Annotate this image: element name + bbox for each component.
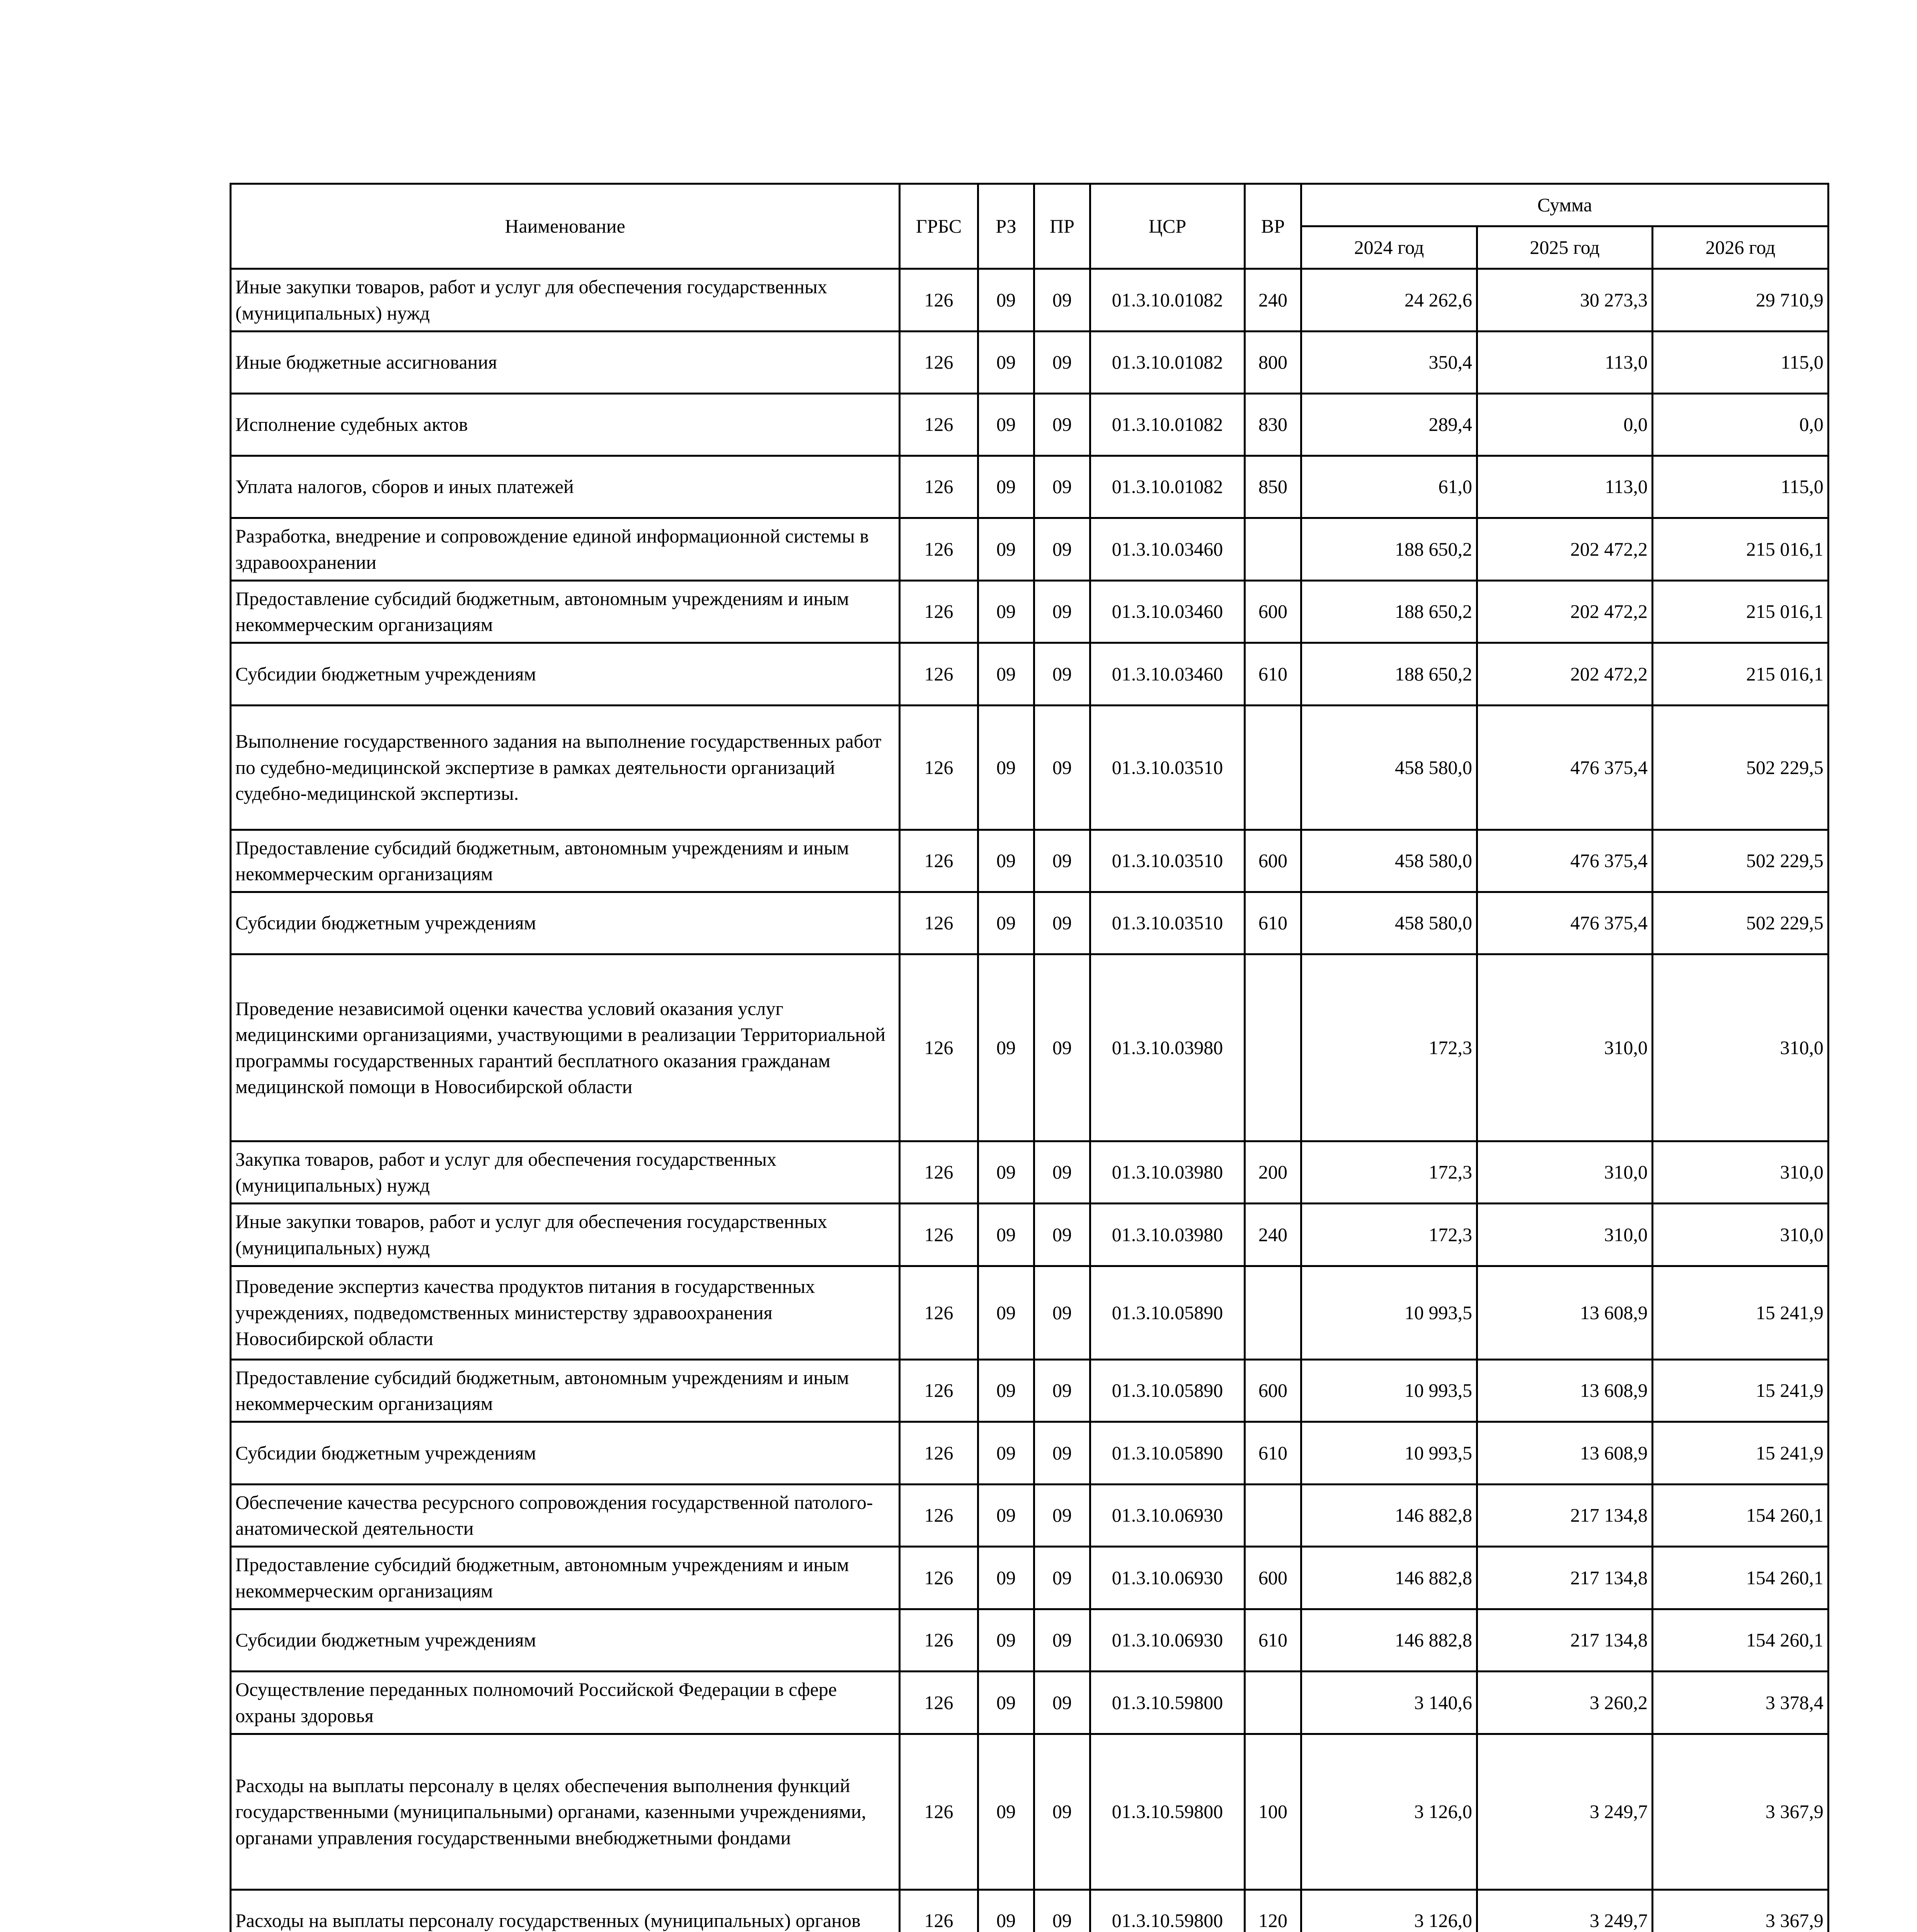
table-row: [231, 892, 1828, 954]
table-row: [231, 1422, 1828, 1485]
cell-vr: 600: [1245, 830, 1301, 892]
header-2026: 2026 год: [1653, 226, 1828, 269]
cell-y2024: 3 140,6: [1301, 1672, 1477, 1734]
cell-pr: 09: [1034, 1672, 1090, 1734]
cell-csr: 01.3.10.01082: [1090, 269, 1245, 332]
cell-y2026: 502 229,5: [1653, 830, 1828, 892]
cell-vr: 610: [1245, 892, 1301, 954]
cell-csr: 01.3.10.59800: [1090, 1734, 1245, 1890]
cell-rz: 09: [978, 954, 1034, 1141]
cell-grbs: 126: [900, 581, 978, 643]
cell-name: Субсидии бюджетным учреждениям: [231, 1422, 900, 1485]
cell-y2026: 502 229,5: [1653, 706, 1828, 830]
cell-grbs: 126: [900, 1360, 978, 1422]
cell-y2026: 115,0: [1653, 456, 1828, 518]
cell-grbs: 126: [900, 706, 978, 830]
cell-csr: 01.3.10.03980: [1090, 1141, 1245, 1204]
cell-rz: 09: [978, 706, 1034, 830]
cell-name: Исполнение судебных актов: [231, 394, 900, 456]
table-row: [231, 1141, 1828, 1204]
cell-y2025: 217 134,8: [1477, 1547, 1653, 1609]
cell-pr: 09: [1034, 518, 1090, 581]
cell-pr: 09: [1034, 581, 1090, 643]
cell-vr: 120: [1245, 1890, 1301, 1932]
cell-pr: 09: [1034, 269, 1090, 332]
cell-rz: 09: [978, 1360, 1034, 1422]
cell-grbs: 126: [900, 1204, 978, 1266]
cell-csr: 01.3.10.01082: [1090, 456, 1245, 518]
cell-name: Субсидии бюджетным учреждениям: [231, 1609, 900, 1672]
cell-y2025: 310,0: [1477, 954, 1653, 1141]
cell-name: Выполнение государственного задания на выполнение государственных работ по судебно-медицинской экспертизе в рамках деятельности организаций судебно-медицинской экспертизы.: [231, 706, 900, 830]
cell-rz: 09: [978, 1609, 1034, 1672]
cell-csr: 01.3.10.06930: [1090, 1547, 1245, 1609]
cell-grbs: 126: [900, 643, 978, 706]
cell-grbs: 126: [900, 1141, 978, 1204]
cell-y2024: 3 126,0: [1301, 1890, 1477, 1932]
cell-vr: 100: [1245, 1734, 1301, 1890]
cell-pr: 09: [1034, 1734, 1090, 1890]
cell-name: Разработка, внедрение и сопровождение единой информационной системы в здравоохранении: [231, 518, 900, 581]
cell-y2025: 13 608,9: [1477, 1266, 1653, 1360]
cell-y2025: 310,0: [1477, 1204, 1653, 1266]
cell-y2024: 172,3: [1301, 1204, 1477, 1266]
cell-rz: 09: [978, 1266, 1034, 1360]
cell-name: Субсидии бюджетным учреждениям: [231, 892, 900, 954]
table-body: [231, 269, 1828, 1932]
cell-vr: 850: [1245, 456, 1301, 518]
cell-csr: 01.3.10.03460: [1090, 518, 1245, 581]
table-row: [231, 1360, 1828, 1422]
cell-vr: 600: [1245, 1547, 1301, 1609]
cell-y2024: 458 580,0: [1301, 706, 1477, 830]
cell-csr: 01.3.10.05890: [1090, 1266, 1245, 1360]
cell-y2026: 29 710,9: [1653, 269, 1828, 332]
cell-vr: [1245, 1672, 1301, 1734]
table-row: [231, 1890, 1828, 1932]
cell-y2026: 502 229,5: [1653, 892, 1828, 954]
cell-name: Расходы на выплаты персоналу в целях обеспечения выполнения функций государственными (муниципальными) органами, казенными учреждениями, органами управления государственными внебюджетными фондами: [231, 1734, 900, 1890]
cell-pr: 09: [1034, 1141, 1090, 1204]
cell-pr: 09: [1034, 1609, 1090, 1672]
cell-name: Закупка товаров, работ и услуг для обеспечения государственных (муниципальных) нужд: [231, 1141, 900, 1204]
cell-y2026: 154 260,1: [1653, 1547, 1828, 1609]
cell-name: Предоставление субсидий бюджетным, автономным учреждениям и иным некоммерческим организациям: [231, 1547, 900, 1609]
cell-y2025: 30 273,3: [1477, 269, 1653, 332]
cell-name: Иные бюджетные ассигнования: [231, 332, 900, 394]
cell-y2024: 188 650,2: [1301, 518, 1477, 581]
cell-pr: 09: [1034, 1422, 1090, 1485]
table-row: [231, 518, 1828, 581]
cell-vr: [1245, 518, 1301, 581]
cell-csr: 01.3.10.06930: [1090, 1485, 1245, 1547]
cell-csr: 01.3.10.03510: [1090, 706, 1245, 830]
cell-y2025: 310,0: [1477, 1141, 1653, 1204]
cell-pr: 09: [1034, 643, 1090, 706]
cell-grbs: 126: [900, 1672, 978, 1734]
table-row: [231, 1204, 1828, 1266]
cell-grbs: 126: [900, 1422, 978, 1485]
table-row: [231, 706, 1828, 830]
cell-csr: 01.3.10.59800: [1090, 1890, 1245, 1932]
cell-csr: 01.3.10.03460: [1090, 643, 1245, 706]
cell-name: Предоставление субсидий бюджетным, автономным учреждениям и иным некоммерческим организациям: [231, 830, 900, 892]
table-row: [231, 1485, 1828, 1547]
cell-rz: 09: [978, 1204, 1034, 1266]
cell-name: Предоставление субсидий бюджетным, автономным учреждениям и иным некоммерческим организациям: [231, 1360, 900, 1422]
cell-name: Предоставление субсидий бюджетным, автономным учреждениям и иным некоммерческим организациям: [231, 581, 900, 643]
cell-grbs: 126: [900, 394, 978, 456]
cell-y2025: 476 375,4: [1477, 892, 1653, 954]
cell-y2025: 13 608,9: [1477, 1422, 1653, 1485]
cell-grbs: 126: [900, 954, 978, 1141]
cell-csr: 01.3.10.06930: [1090, 1609, 1245, 1672]
cell-name: Расходы на выплаты персоналу государственных (муниципальных) органов: [231, 1890, 900, 1932]
cell-y2025: 217 134,8: [1477, 1485, 1653, 1547]
cell-rz: 09: [978, 1547, 1034, 1609]
cell-pr: 09: [1034, 954, 1090, 1141]
cell-y2026: 0,0: [1653, 394, 1828, 456]
header-grbs: ГРБС: [900, 184, 978, 269]
cell-y2024: 350,4: [1301, 332, 1477, 394]
cell-y2025: 202 472,2: [1477, 518, 1653, 581]
cell-grbs: 126: [900, 1890, 978, 1932]
cell-rz: 09: [978, 1890, 1034, 1932]
cell-grbs: 126: [900, 1609, 978, 1672]
cell-y2025: 476 375,4: [1477, 706, 1653, 830]
cell-y2024: 458 580,0: [1301, 892, 1477, 954]
cell-y2024: 146 882,8: [1301, 1485, 1477, 1547]
cell-name: Иные закупки товаров, работ и услуг для обеспечения государственных (муниципальных) нужд: [231, 1204, 900, 1266]
cell-rz: 09: [978, 643, 1034, 706]
cell-rz: 09: [978, 332, 1034, 394]
header-vr: ВР: [1245, 184, 1301, 269]
cell-y2025: 3 249,7: [1477, 1734, 1653, 1890]
cell-name: Осуществление переданных полномочий Российской Федерации в сфере охраны здоровья: [231, 1672, 900, 1734]
cell-y2024: 24 262,6: [1301, 269, 1477, 332]
cell-y2026: 154 260,1: [1653, 1485, 1828, 1547]
cell-vr: [1245, 706, 1301, 830]
cell-y2026: 310,0: [1653, 1141, 1828, 1204]
table-row: [231, 269, 1828, 332]
cell-y2024: 146 882,8: [1301, 1547, 1477, 1609]
cell-y2026: 310,0: [1653, 954, 1828, 1141]
cell-rz: 09: [978, 1672, 1034, 1734]
header-name: Наименование: [231, 184, 900, 269]
cell-grbs: 126: [900, 269, 978, 332]
cell-vr: 200: [1245, 1141, 1301, 1204]
cell-vr: [1245, 954, 1301, 1141]
cell-vr: 240: [1245, 1204, 1301, 1266]
cell-y2024: 146 882,8: [1301, 1609, 1477, 1672]
cell-csr: 01.3.10.03510: [1090, 892, 1245, 954]
cell-vr: [1245, 1485, 1301, 1547]
cell-pr: 09: [1034, 456, 1090, 518]
cell-y2026: 3 378,4: [1653, 1672, 1828, 1734]
table-row: [231, 332, 1828, 394]
cell-y2024: 172,3: [1301, 954, 1477, 1141]
cell-rz: 09: [978, 892, 1034, 954]
cell-y2026: 310,0: [1653, 1204, 1828, 1266]
cell-csr: 01.3.10.01082: [1090, 394, 1245, 456]
cell-vr: 610: [1245, 1422, 1301, 1485]
cell-y2024: 10 993,5: [1301, 1360, 1477, 1422]
table-row: [231, 643, 1828, 706]
cell-y2024: 458 580,0: [1301, 830, 1477, 892]
cell-grbs: 126: [900, 1547, 978, 1609]
table-row: [231, 1734, 1828, 1890]
cell-csr: 01.3.10.03980: [1090, 1204, 1245, 1266]
cell-y2026: 215 016,1: [1653, 518, 1828, 581]
cell-csr: 01.3.10.03980: [1090, 954, 1245, 1141]
cell-name: Уплата налогов, сборов и иных платежей: [231, 456, 900, 518]
cell-csr: 01.3.10.59800: [1090, 1672, 1245, 1734]
cell-y2025: 0,0: [1477, 394, 1653, 456]
table-row: [231, 1609, 1828, 1672]
cell-pr: 09: [1034, 1204, 1090, 1266]
cell-name: Проведение экспертиз качества продуктов питания в государственных учреждениях, подведомственных министерству здравоохранения Новосибирской области: [231, 1266, 900, 1360]
cell-y2024: 188 650,2: [1301, 581, 1477, 643]
cell-pr: 09: [1034, 1547, 1090, 1609]
table-row: [231, 1266, 1828, 1360]
cell-y2026: 215 016,1: [1653, 643, 1828, 706]
table-header: [231, 184, 1828, 269]
cell-grbs: 126: [900, 1734, 978, 1890]
cell-name: Обеспечение качества ресурсного сопровождения государственной патолого-анатомической деятельности: [231, 1485, 900, 1547]
cell-rz: 09: [978, 1734, 1034, 1890]
cell-grbs: 126: [900, 518, 978, 581]
cell-y2024: 10 993,5: [1301, 1266, 1477, 1360]
cell-y2024: 289,4: [1301, 394, 1477, 456]
header-2024: 2024 год: [1301, 226, 1477, 269]
cell-pr: 09: [1034, 1485, 1090, 1547]
cell-grbs: 126: [900, 892, 978, 954]
table-row: [231, 394, 1828, 456]
cell-vr: 830: [1245, 394, 1301, 456]
cell-y2025: 202 472,2: [1477, 581, 1653, 643]
cell-rz: 09: [978, 830, 1034, 892]
cell-y2026: 15 241,9: [1653, 1360, 1828, 1422]
cell-vr: [1245, 1266, 1301, 1360]
cell-grbs: 126: [900, 456, 978, 518]
cell-y2026: 3 367,9: [1653, 1890, 1828, 1932]
cell-grbs: 126: [900, 1485, 978, 1547]
header-rz: РЗ: [978, 184, 1034, 269]
cell-pr: 09: [1034, 1266, 1090, 1360]
cell-name: Проведение независимой оценки качества условий оказания услуг медицинскими организациями, участвующими в реализации Территориальной программы государственных гарантий бесплатного оказания гражданам медицинской помощи в Новосибирской области: [231, 954, 900, 1141]
cell-grbs: 126: [900, 1266, 978, 1360]
cell-pr: 09: [1034, 1360, 1090, 1422]
table-row: [231, 954, 1828, 1141]
cell-y2026: 154 260,1: [1653, 1609, 1828, 1672]
cell-csr: 01.3.10.05890: [1090, 1360, 1245, 1422]
cell-vr: 610: [1245, 643, 1301, 706]
table-row: [231, 1547, 1828, 1609]
cell-y2025: 13 608,9: [1477, 1360, 1653, 1422]
cell-y2024: 61,0: [1301, 456, 1477, 518]
cell-y2026: 115,0: [1653, 332, 1828, 394]
cell-pr: 09: [1034, 830, 1090, 892]
cell-rz: 09: [978, 581, 1034, 643]
cell-pr: 09: [1034, 1890, 1090, 1932]
cell-rz: 09: [978, 1485, 1034, 1547]
cell-pr: 09: [1034, 332, 1090, 394]
cell-y2024: 10 993,5: [1301, 1422, 1477, 1485]
cell-vr: 610: [1245, 1609, 1301, 1672]
cell-y2025: 202 472,2: [1477, 643, 1653, 706]
header-csr: ЦСР: [1090, 184, 1245, 269]
cell-rz: 09: [978, 394, 1034, 456]
cell-y2024: 3 126,0: [1301, 1734, 1477, 1890]
cell-rz: 09: [978, 1422, 1034, 1485]
cell-y2024: 172,3: [1301, 1141, 1477, 1204]
cell-pr: 09: [1034, 892, 1090, 954]
cell-vr: 240: [1245, 269, 1301, 332]
cell-y2026: 3 367,9: [1653, 1734, 1828, 1890]
cell-y2025: 3 249,7: [1477, 1890, 1653, 1932]
cell-y2025: 217 134,8: [1477, 1609, 1653, 1672]
budget-table: [230, 183, 1829, 1932]
cell-csr: 01.3.10.03460: [1090, 581, 1245, 643]
cell-grbs: 126: [900, 332, 978, 394]
cell-pr: 09: [1034, 706, 1090, 830]
cell-name: Субсидии бюджетным учреждениям: [231, 643, 900, 706]
cell-y2026: 15 241,9: [1653, 1266, 1828, 1360]
cell-vr: 600: [1245, 581, 1301, 643]
table-row: [231, 456, 1828, 518]
header-2025: 2025 год: [1477, 226, 1653, 269]
cell-rz: 09: [978, 518, 1034, 581]
cell-grbs: 126: [900, 830, 978, 892]
cell-name: Иные закупки товаров, работ и услуг для обеспечения государственных (муниципальных) нужд: [231, 269, 900, 332]
cell-y2025: 3 260,2: [1477, 1672, 1653, 1734]
header-sum: Сумма: [1301, 184, 1828, 226]
cell-y2025: 113,0: [1477, 456, 1653, 518]
cell-y2024: 188 650,2: [1301, 643, 1477, 706]
cell-rz: 09: [978, 456, 1034, 518]
cell-csr: 01.3.10.05890: [1090, 1422, 1245, 1485]
cell-y2025: 476 375,4: [1477, 830, 1653, 892]
table-row: [231, 830, 1828, 892]
cell-vr: 800: [1245, 332, 1301, 394]
header-pr: ПР: [1034, 184, 1090, 269]
cell-pr: 09: [1034, 394, 1090, 456]
cell-csr: 01.3.10.01082: [1090, 332, 1245, 394]
cell-y2025: 113,0: [1477, 332, 1653, 394]
table-row: [231, 1672, 1828, 1734]
cell-rz: 09: [978, 269, 1034, 332]
cell-csr: 01.3.10.03510: [1090, 830, 1245, 892]
cell-y2026: 15 241,9: [1653, 1422, 1828, 1485]
cell-vr: 600: [1245, 1360, 1301, 1422]
cell-y2026: 215 016,1: [1653, 581, 1828, 643]
table-row: [231, 581, 1828, 643]
cell-rz: 09: [978, 1141, 1034, 1204]
